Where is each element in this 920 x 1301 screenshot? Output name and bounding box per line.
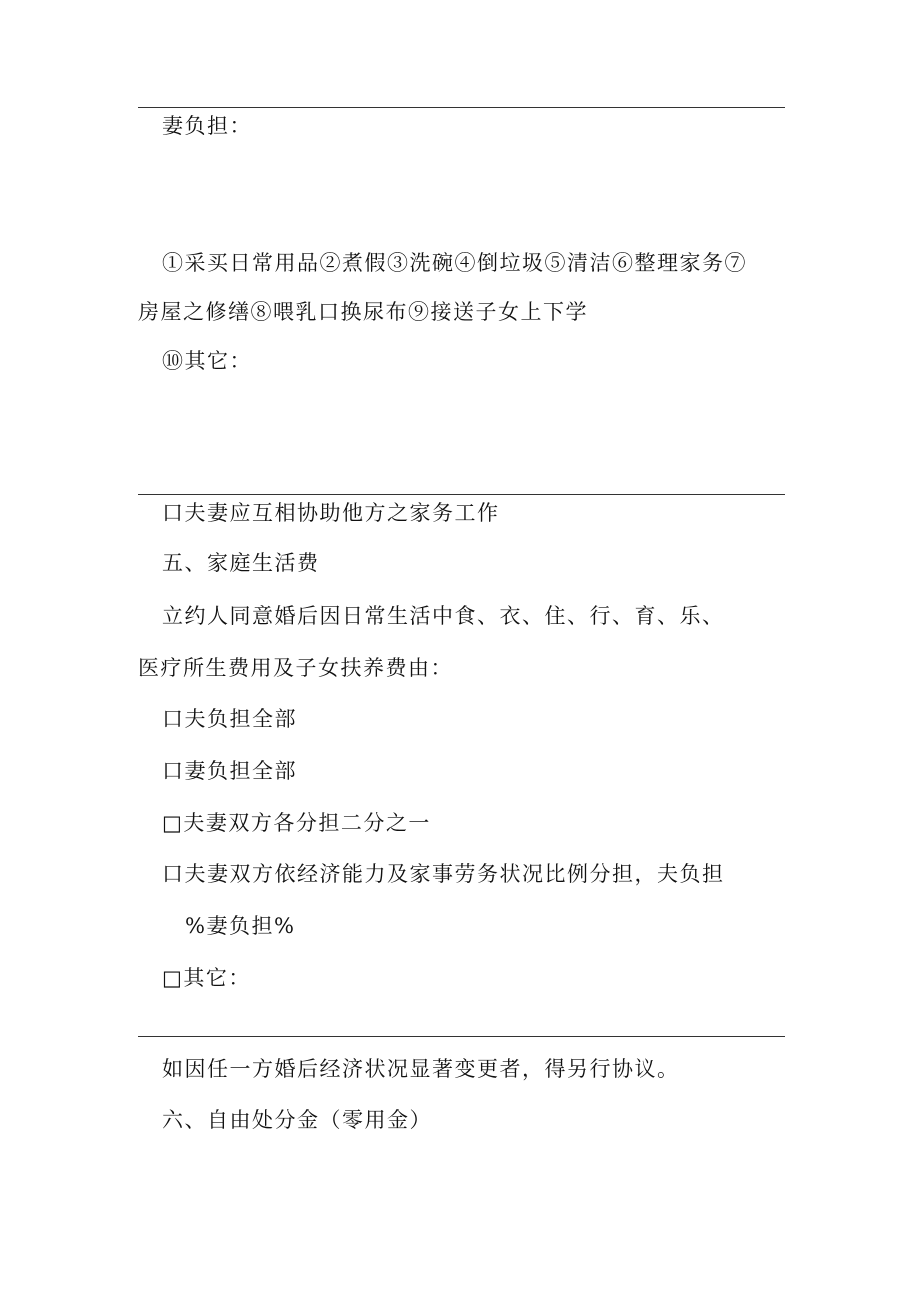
section-5-title: 五、家庭生活费 <box>162 551 320 575</box>
section-5-paragraph-line-1: 立约人同意婚后因日常生活中食、衣、住、行、育、乐、 <box>162 604 725 628</box>
fill-in-line-option-other <box>138 1036 785 1037</box>
option-ratio-line-1: 口夫妻双方依经济能力及家事劳务状况比例分担，夫负担 <box>162 862 725 886</box>
option-husband-all: 口夫负担全部 <box>162 707 297 731</box>
section-5-paragraph-line-2: 医疗所生费用及子女扶养费由： <box>138 656 453 680</box>
chores-list-line-1: ①采买日常用品②煮假③洗碗④倒垃圾⑤清洁⑥整理家务⑦ <box>162 251 747 275</box>
chores-other: ⑩其它： <box>162 349 252 373</box>
fill-in-line-chores-other <box>138 494 785 495</box>
section-6-title: 六、自由处分金（零用金） <box>162 1108 432 1132</box>
chores-list-line-2: 房屋之修缮⑧喂乳口换尿布⑨接送子女上下学 <box>138 300 588 324</box>
wife-burden-label: 妻负担： <box>162 114 252 138</box>
option-wife-all: 口妻负担全部 <box>162 759 297 783</box>
option-other: □其它： <box>162 966 251 990</box>
option-ratio-line-2: %妻负担% <box>185 914 296 938</box>
change-clause: 如因任一方婚后经济状况显著变更者，得另行协议。 <box>162 1057 680 1081</box>
fill-in-line-top <box>138 107 785 108</box>
option-half-each: □夫妻双方各分担二分之一 <box>162 811 431 835</box>
mutual-help-option: 口夫妻应互相协助他方之家务工作 <box>162 501 500 525</box>
